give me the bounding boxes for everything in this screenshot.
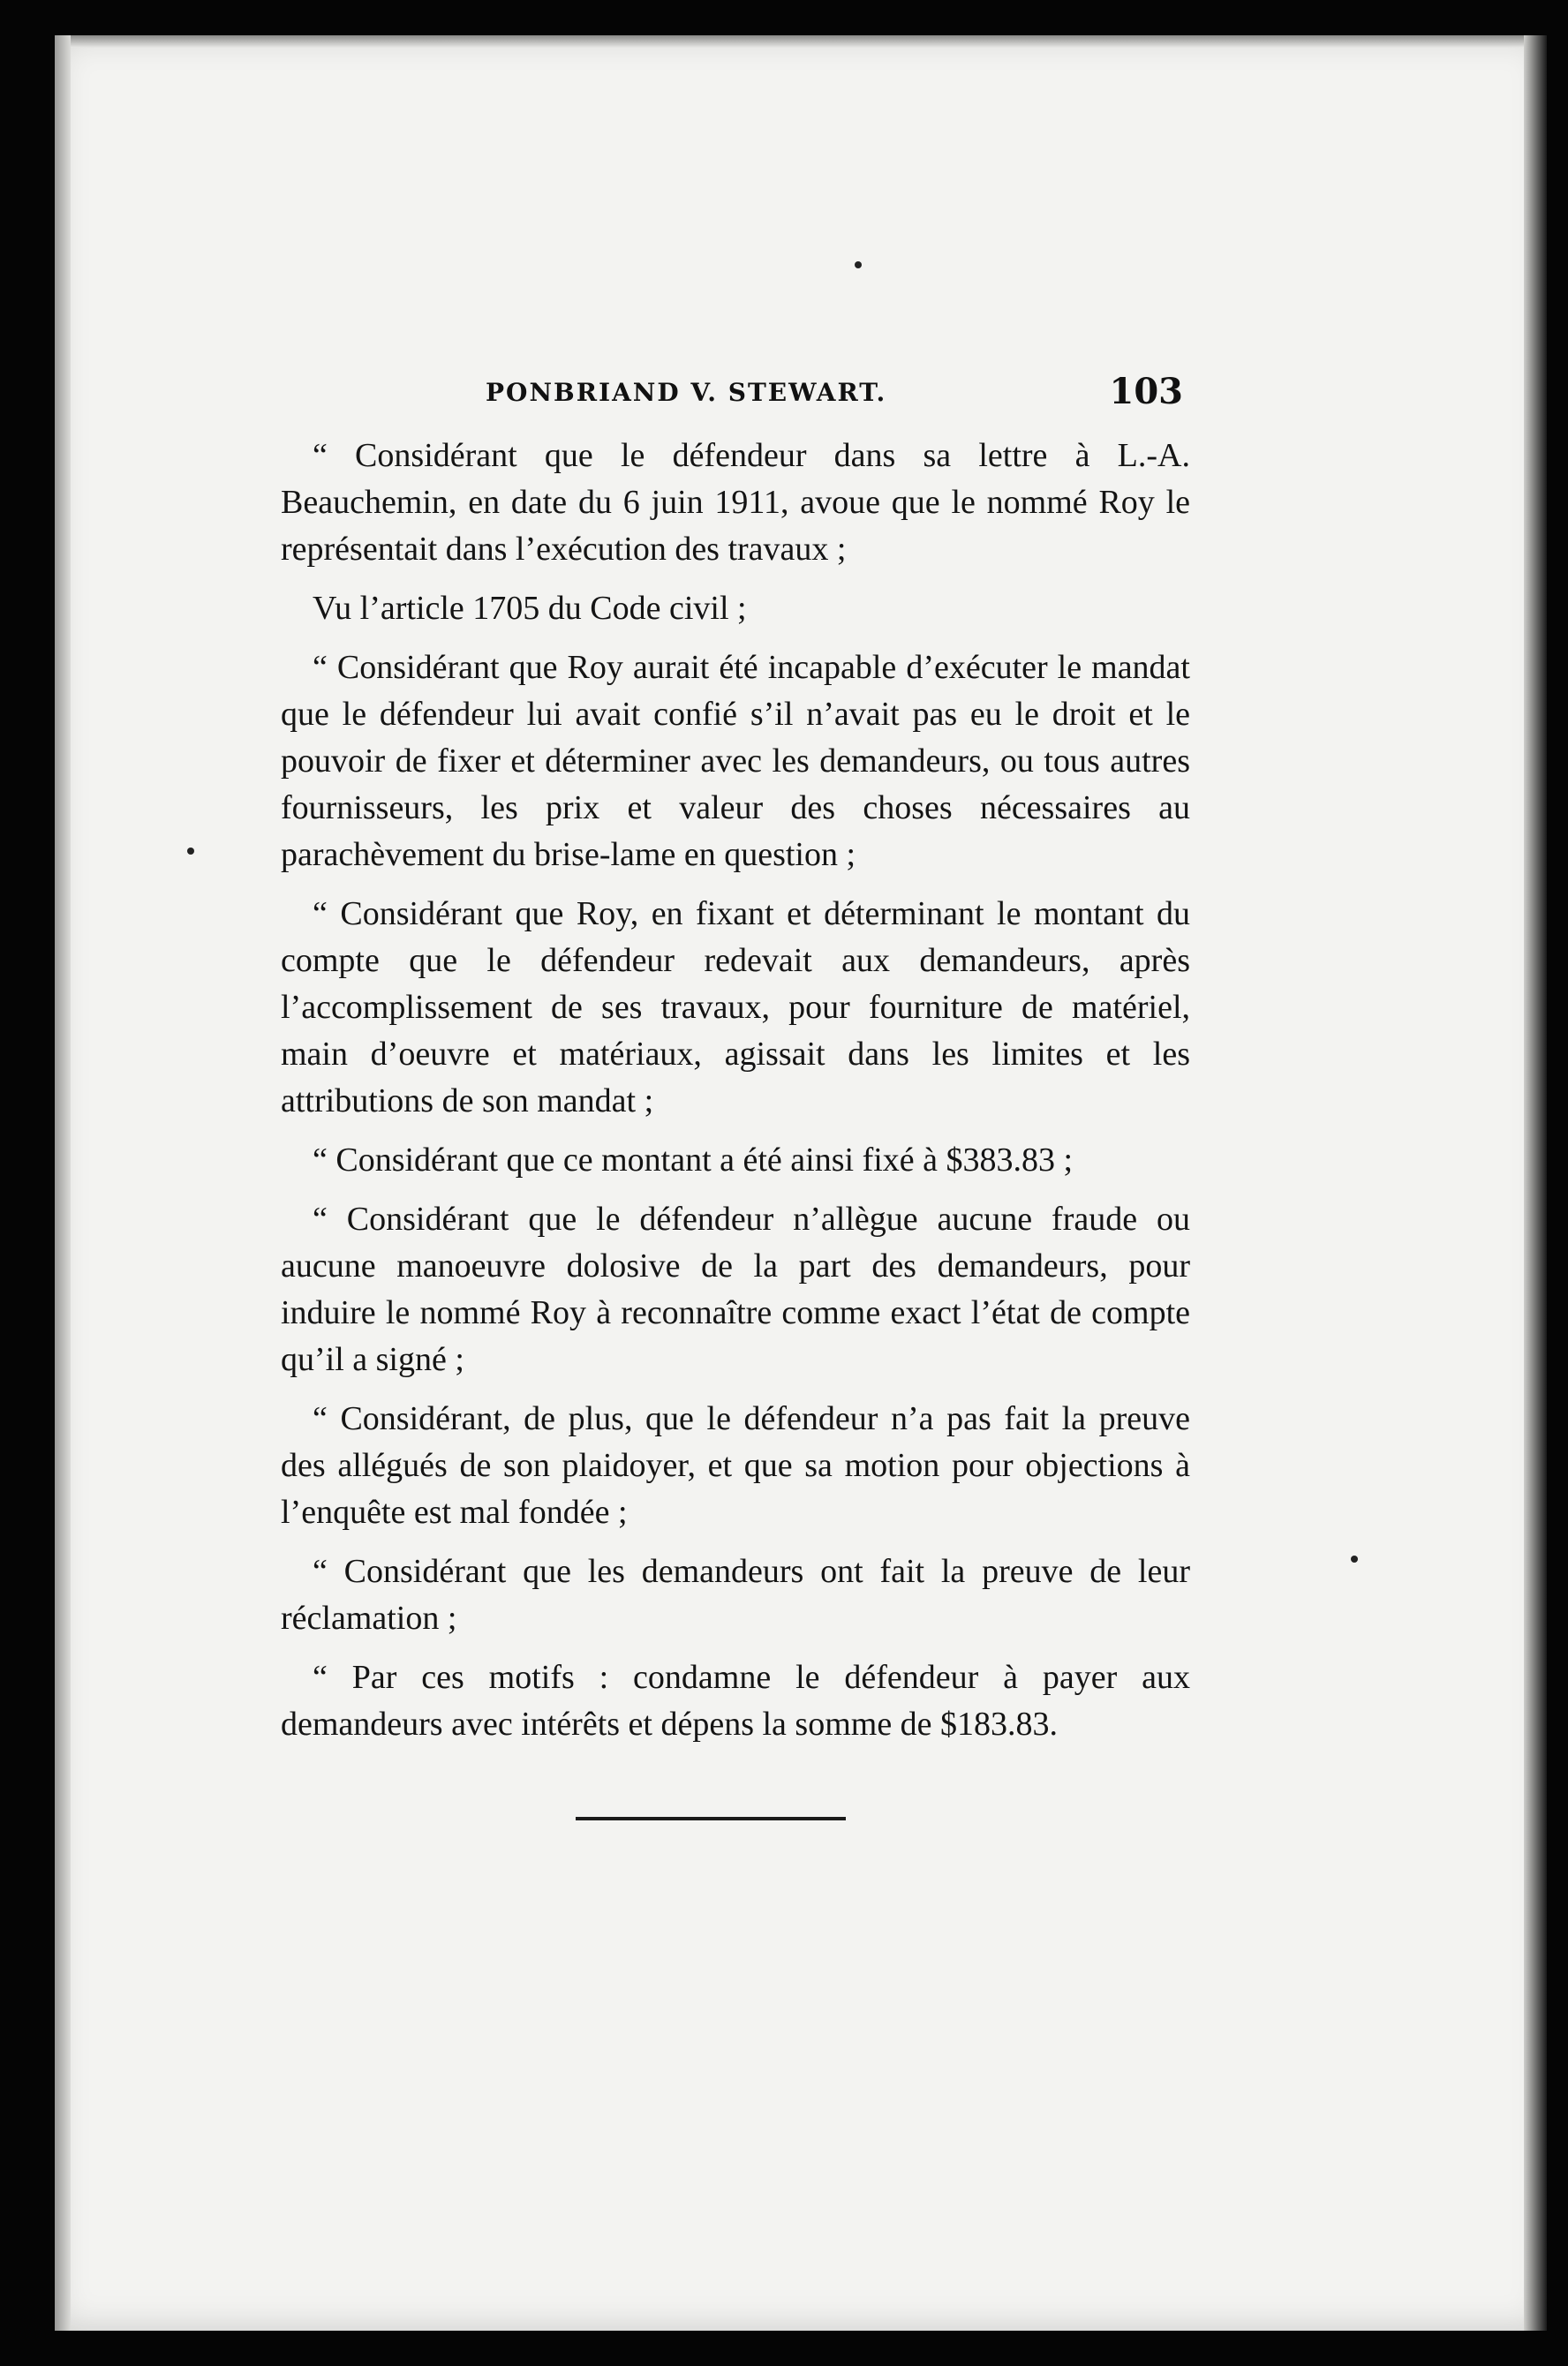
body-text (281, 433, 1190, 1760)
page-number: 103 (1109, 371, 1183, 412)
paragraph: “ Considérant que les demandeurs ont fait la preuve de leur réclamation ; (281, 1553, 1190, 1637)
print-speck (855, 261, 862, 268)
paragraph: “ Considérant que Roy aurait été incapable d’exécuter le mandat que le défendeur lui avait confié s’il n’avait pas eu le droit et le pouvoir de fixer et déterminer avec les demandeurs, ou tous autres fournisseurs, les prix et valeur des choses nécessaires au parachèvement du brise-lame en question ; (281, 649, 1190, 873)
print-speck (1351, 1556, 1358, 1563)
print-speck (187, 848, 194, 855)
paragraph: “ Considérant que le défendeur dans sa lettre à L.-A. Beauchemin, en date du 6 juin 1911, avoue que le nommé Roy le représentait dans l’exécution des travaux ; (281, 437, 1190, 568)
running-title: PONBRIAND V. STEWART. (486, 378, 887, 407)
end-rule (576, 1817, 846, 1820)
paragraph: “ Considérant que le défendeur n’allègue aucune fraude ou aucune manoeuvre dolosive de la part des demandeurs, pour induire le nommé Roy à reconnaître comme exact l’état de compte qu’il a signé ; (281, 1201, 1190, 1378)
paragraph: “ Considérant, de plus, que le défendeur n’a pas fait la preuve des allégués de son plaidoyer, et que sa motion pour objections à l’enquête est mal fondée ; (281, 1400, 1190, 1531)
paragraph: “ Considérant que Roy, en fixant et déterminant le montant du compte que le défendeur redevait aux demandeurs, après l’accomplissement de ses travaux, pour fourniture de matériel, main d’oeuvre et matériaux, agissait dans les limites et les attributions de son mandat ; (281, 895, 1190, 1119)
running-head (486, 371, 1183, 424)
paragraph: Vu l’article 1705 du Code civil ; (313, 590, 747, 627)
page-right-edge (1524, 35, 1547, 2331)
paragraph: “ Considérant que ce montant a été ainsi fixé à $383.83 ; (313, 1142, 1074, 1179)
paragraph: “ Par ces motifs : condamne le défendeur à payer aux demandeurs avec intérêts et dépens la somme de $183.83. (281, 1659, 1190, 1743)
page-left-edge (55, 35, 71, 2331)
page-top-edge (55, 35, 1547, 48)
